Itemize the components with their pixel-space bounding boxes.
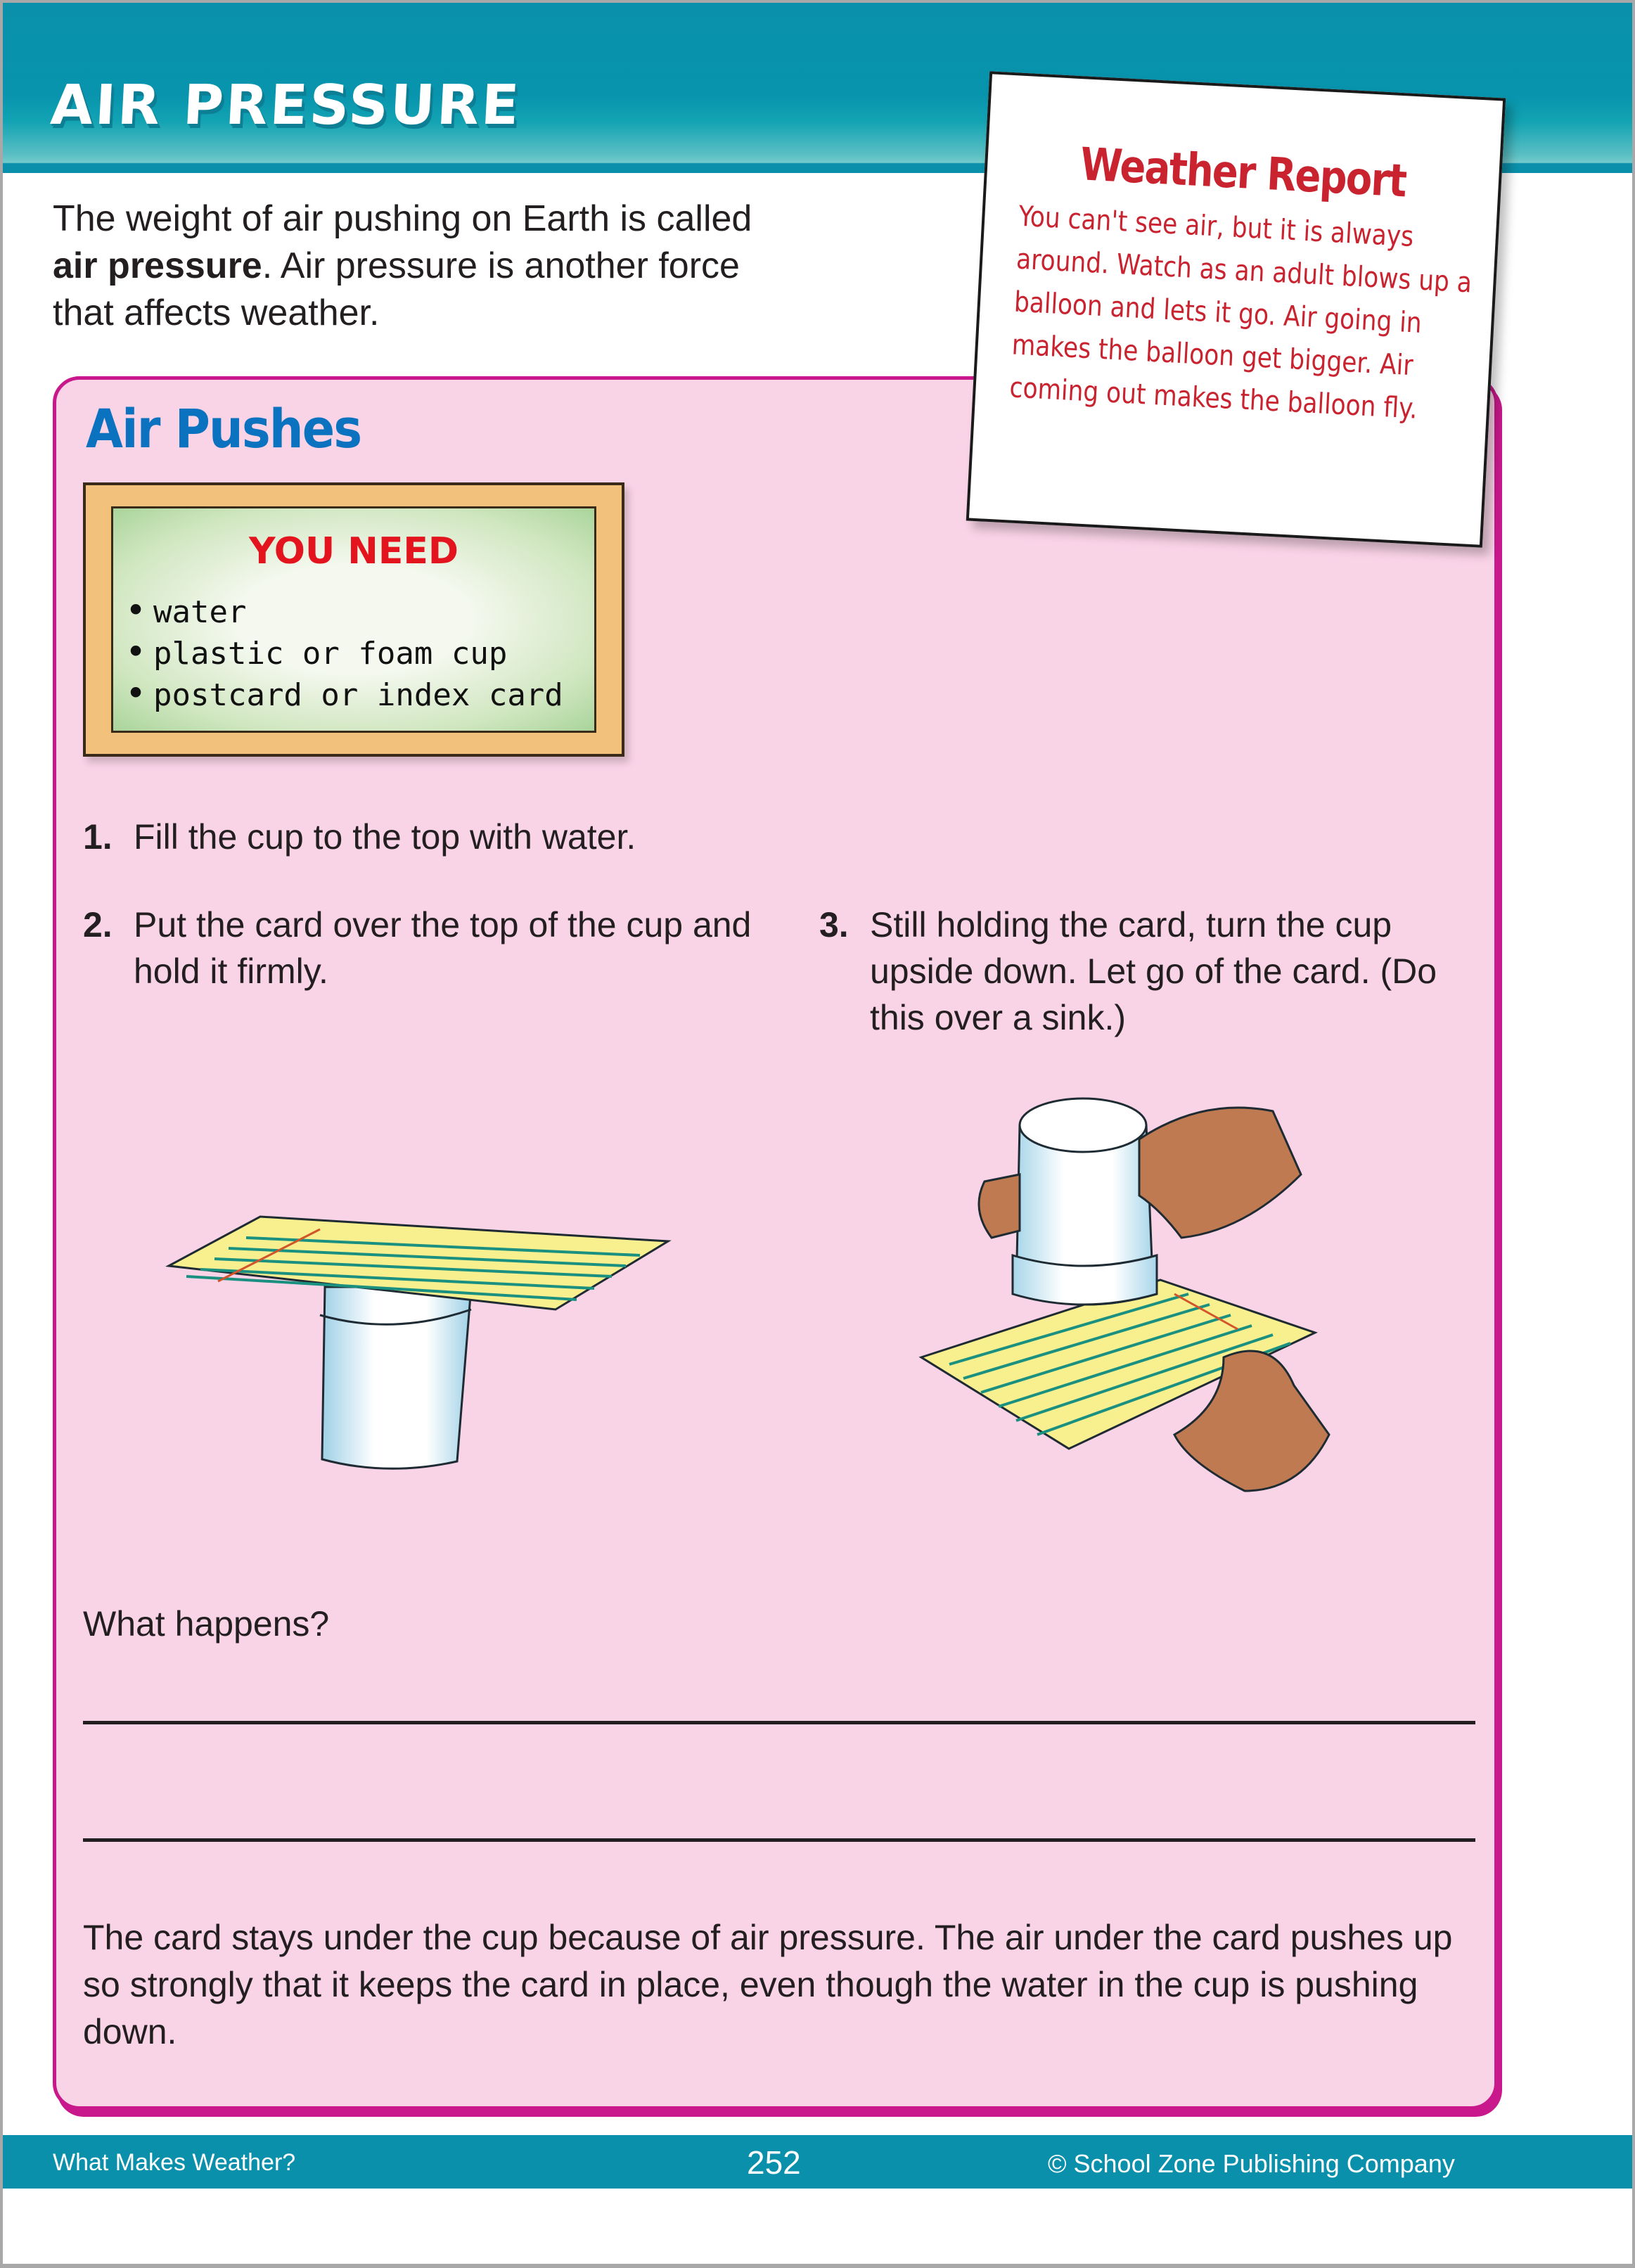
page-number: 252 (747, 2144, 801, 2181)
page-title: AIR PRESSURE (49, 74, 523, 137)
step-text: Fill the cup to the top with water. (134, 817, 636, 857)
step-3 (819, 902, 1508, 1049)
hands-turning-cup-upside-down-illustration (907, 1069, 1413, 1575)
intro-line-2: . Air pressure is another force (262, 245, 740, 286)
intro-line-3: that affects weather. (53, 293, 380, 333)
material-item: • water (125, 591, 563, 632)
step-1 (83, 814, 786, 863)
intro-paragraph (53, 196, 883, 337)
you-need-card (83, 482, 624, 757)
step-number: 2. (83, 905, 113, 944)
materials-list (125, 591, 563, 715)
conclusion-paragraph: The card stays under the cup because of air pressure. The air under the card pushes up so strongly that it keeps the card in place, even though the water in the cup is pushing down. (83, 1918, 1453, 2051)
weather-report-card (966, 71, 1506, 548)
page-footer (0, 2135, 1635, 2189)
question-prompt: What happens? (83, 1604, 330, 1644)
cup-with-card-on-top-illustration (162, 1125, 696, 1519)
footer-section-title: What Makes Weather? (53, 2149, 296, 2176)
step-number: 3. (819, 905, 849, 944)
material-item: • postcard or index card (125, 674, 563, 715)
intro-line-1: The weight of air pushing on Earth is called (53, 198, 752, 239)
step-text: Still holding the card, turn the cup upside down. Let go of the card. (Do this over a sink.) (870, 905, 1437, 1037)
step-number: 1. (83, 817, 113, 857)
answer-line-2[interactable] (83, 1838, 1475, 1842)
answer-line-1[interactable] (83, 1721, 1475, 1724)
footer-copyright: © School Zone Publishing Company (1048, 2149, 1455, 2178)
step-text: Put the card over the top of the cup and hold it firmly. (134, 905, 752, 991)
activity-title: Air Pushes (86, 397, 361, 460)
weather-report-body: You can't see air, but it is always around. Watch as an adult blows up a balloon and lets it go. Air going in makes the balloon get bigger. Air coming out makes the balloon fly. (1008, 200, 1473, 425)
you-need-heading: YOU NEED (248, 530, 459, 572)
weather-report-title: Weather Report (1079, 139, 1407, 208)
step-2 (83, 902, 772, 1000)
material-item: • plastic or foam cup (125, 632, 563, 674)
intro-bold-term: air pressure (53, 245, 262, 286)
